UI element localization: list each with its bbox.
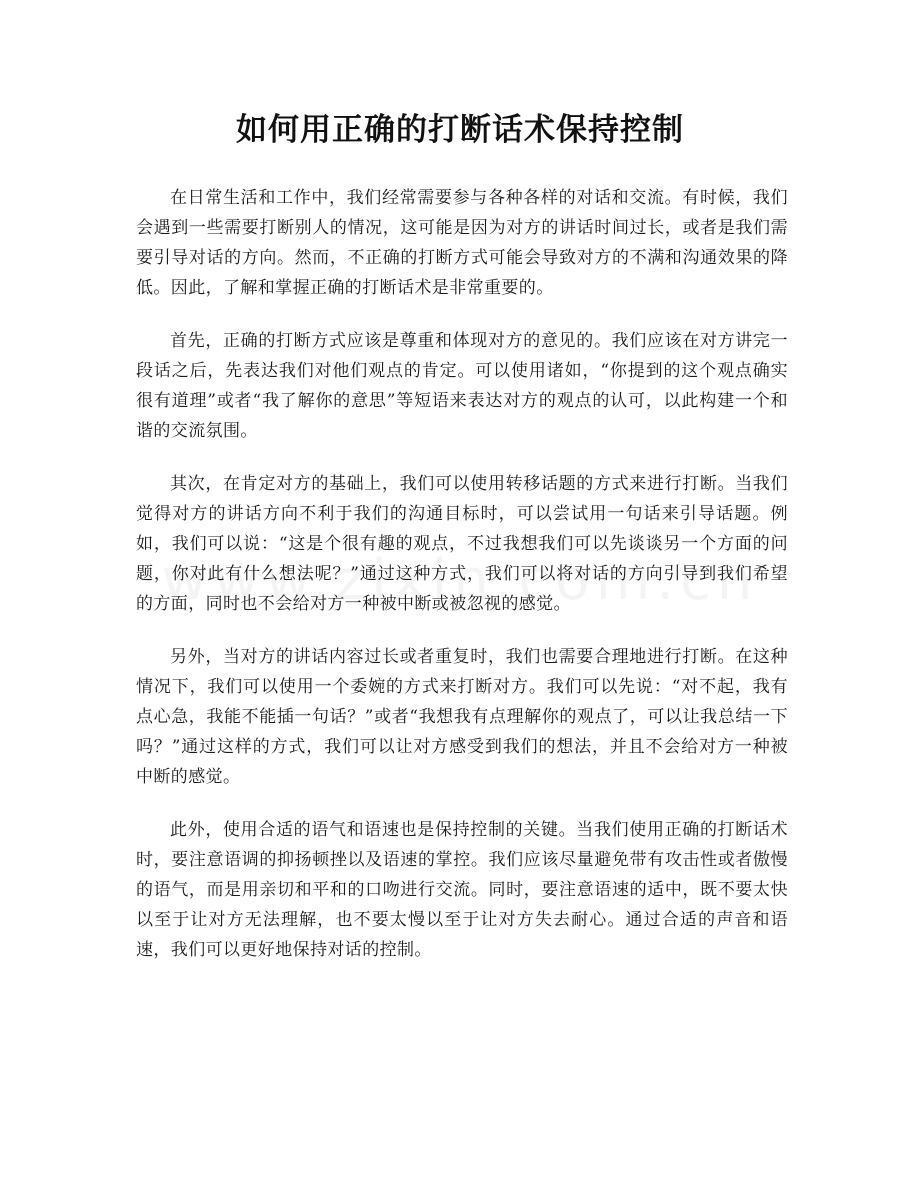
page-title: 如何用正确的打断话术保持控制 [236,112,684,148]
paragraph-4: 另外，当对方的讲话内容过长或者重复时，我们也需要合理地进行打断。在这种情况下，我们可以使用一个委婉的方式来打断对方。我们可以先说：“对不起，我有点心急，我能不能插一句话？”或者“我想我有点理解你的观点了，可以让我总结一下吗？”通过这样的方式，我们可以让对方感受到我们的想法，并且不会给对方一种被中断的感觉。 [136,647,788,787]
paragraph-5: 此外，使用合适的语气和语速也是保持控制的关键。当我们使用正确的打断话术时，要注意语调的抑扬顿挫以及语速的掌控。我们应该尽量避免带有攻击性或者傲慢的语气，而是用亲切和平和的口吻进行交流。同时，要注意语速的适中，既不要太快以至于让对方无法理解，也不要太慢以至于让对方失去耐心。通过合适的声音和语速，我们可以更好地保持对话的控制。 [136,820,788,960]
paragraph-1: 在日常生活和工作中，我们经常需要参与各种各样的对话和交流。有时候，我们会遇到一些需要打断别人的情况，这可能是因为对方的讲话时间过长，或者是我们需要引导对话的方向。然而，不正确的打断方式可能会导致对方的不满和沟通效果的降低。因此，了解和掌握正确的打断话术是非常重要的。 [136,188,788,298]
paragraph-2: 首先，正确的打断方式应该是尊重和体现对方的意见的。我们应该在对方讲完一段话之后，先表达我们对他们观点的肯定。可以使用诸如，“你提到的这个观点确实很有道理”或者“我了解你的意思”等短语来表达对方的观点的认可，以此构建一个和谐的交流氛围。 [136,331,788,441]
paragraph-3: 其次，在肯定对方的基础上，我们可以使用转移话题的方式来进行打断。当我们觉得对方的讲话方向不利于我们的沟通目标时，可以尝试用一句话来引导话题。例如，我们可以说：“这是个很有趣的观点，不过我想我们可以先谈谈另一个方面的问题，你对此有什么想法呢？”通过这种方式，我们可以将对话的方向引导到我们希望的方面，同时也不会给对方一种被中断或被忽视的感觉。 [136,474,788,614]
document-body [136,183,788,988]
